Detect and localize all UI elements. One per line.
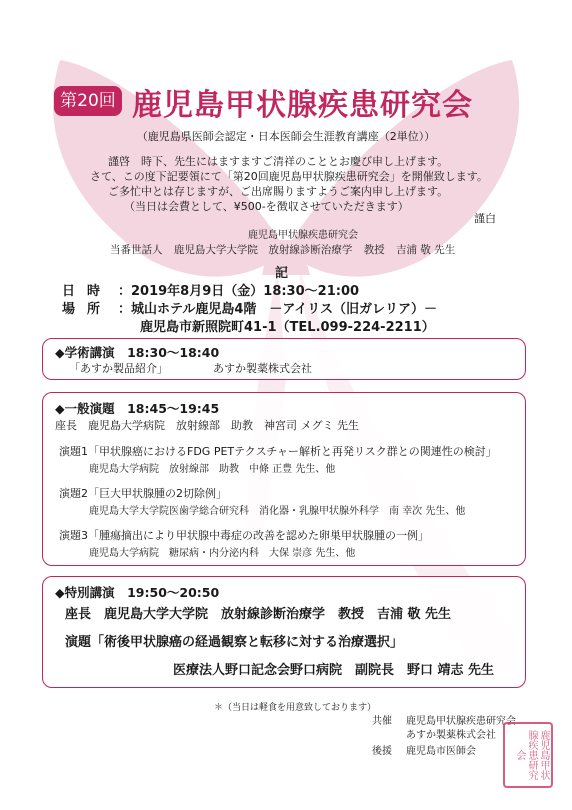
academic-heading: ◆学術講演 18:30～18:40 bbox=[55, 345, 220, 360]
page-title: 鹿児島甲状腺疾患研究会 bbox=[132, 88, 473, 123]
special-speaker: 医療法人野口記念会野口病院 副院長 野口 靖志 先生 bbox=[173, 663, 495, 678]
venue-address: 鹿児島市新照院町41-1（TEL.099-224-2211） bbox=[140, 320, 435, 335]
invitation-text bbox=[90, 154, 520, 214]
academic-item: 「あすか製品紹介」 bbox=[69, 362, 168, 375]
seal-stamp: 鹿児島甲状腺疾患研究会 bbox=[503, 722, 553, 788]
talk-title: 演題3「腫瘍摘出により甲状腺中毒症の改善を認めた卵巣甲状腺腫の一例」 bbox=[59, 529, 429, 542]
support-org: 鹿児島市医師会 bbox=[406, 746, 476, 757]
ki-heading: 記 bbox=[275, 266, 289, 281]
special-chair: 座長 鹿児島大学大学院 放射線診断治療学 教授 吉浦 敬 先生 bbox=[65, 607, 452, 622]
host-affiliation: 鹿児島大学大学院 放射線診断治療学 bbox=[173, 244, 353, 256]
host-role: 当番世話人 bbox=[110, 244, 163, 256]
support-row bbox=[372, 742, 476, 757]
refreshment-note: ＊（当日は軽食を用意致しております） bbox=[214, 703, 377, 713]
intro-line: さて、この度下記要領にて「第20回鹿児島甲状腺疾患研究会」を開催致します。 bbox=[90, 170, 488, 183]
cohost-1: 鹿児島甲状腺疾患研究会 bbox=[406, 716, 516, 727]
cohost-row bbox=[372, 712, 516, 727]
talk-speaker: 鹿児島大学大学院医歯学総合研究科 消化器・乳腺甲状腺外科学 南 幸次 先生、他 bbox=[89, 506, 466, 517]
edition-badge: 第20回 bbox=[54, 86, 122, 116]
host-title: 教授 bbox=[363, 244, 385, 256]
accreditation-subtitle: （鹿児島県医師会認定・日本医師会生涯教育講座（2単位）） bbox=[136, 130, 436, 143]
general-presentations-box bbox=[42, 392, 526, 566]
cohost-2: あすか製薬株式会社 bbox=[406, 730, 496, 741]
special-talk-title: 演題「術後甲状腺癌の経過観察と転移に対する治療選択」 bbox=[65, 635, 404, 650]
venue-label: 場所 bbox=[62, 302, 113, 317]
date-label: 日時 bbox=[62, 284, 113, 299]
event-date-row bbox=[62, 280, 359, 299]
academic-company: あすか製薬株式会社 bbox=[213, 362, 312, 375]
talk-speaker: 鹿児島大学病院 放射線部 助教 中條 正豊 先生、他 bbox=[89, 464, 336, 475]
host-person: 吉浦 敬 先生 bbox=[396, 244, 456, 256]
cohost-label: 共催 bbox=[372, 716, 392, 727]
support-label: 後援 bbox=[372, 746, 392, 757]
intro-line: （当日は会費として、¥500-を徴収させていただきます） bbox=[124, 200, 409, 213]
academic-lecture-box bbox=[42, 338, 526, 380]
general-chair: 座長 鹿児島大学病院 放射線部 助教 神宮司 メグミ 先生 bbox=[55, 419, 359, 432]
talk-speaker: 鹿児島大学病院 糖尿病・内分泌内科 大保 崇彦 先生、他 bbox=[89, 548, 356, 559]
organizer-host bbox=[110, 242, 463, 257]
talk-title: 演題2「巨大甲状腺腫の2切除例」 bbox=[59, 487, 227, 500]
closing-word: 謹白 bbox=[474, 212, 496, 225]
intro-line: ご多忙中とは存じますが、ご出席賜りますようご案内申し上げます。 bbox=[108, 185, 449, 198]
special-lecture-box bbox=[42, 576, 526, 688]
venue-value: ：城山ホテル鹿児島4階 －アイリス（旧ガレリア）－ bbox=[118, 302, 437, 317]
talk-title: 演題1「甲状腺癌におけるFDG PETテクスチャー解析と再発リスク群との関連性の検討」 bbox=[59, 445, 497, 458]
organizer-name: 鹿児島甲状腺疾患研究会 bbox=[248, 230, 358, 241]
intro-line: 謹啓 時下、先生にはますますご清祥のこととお慶び申し上げます。 bbox=[108, 155, 449, 168]
general-heading: ◆一般演題 18:45～19:45 bbox=[55, 401, 220, 416]
special-heading: ◆特別講演 19:50～20:50 bbox=[55, 585, 220, 600]
date-value: ：2019年8月9日（金）18:30～21:00 bbox=[118, 284, 360, 299]
event-venue-row bbox=[62, 298, 437, 317]
